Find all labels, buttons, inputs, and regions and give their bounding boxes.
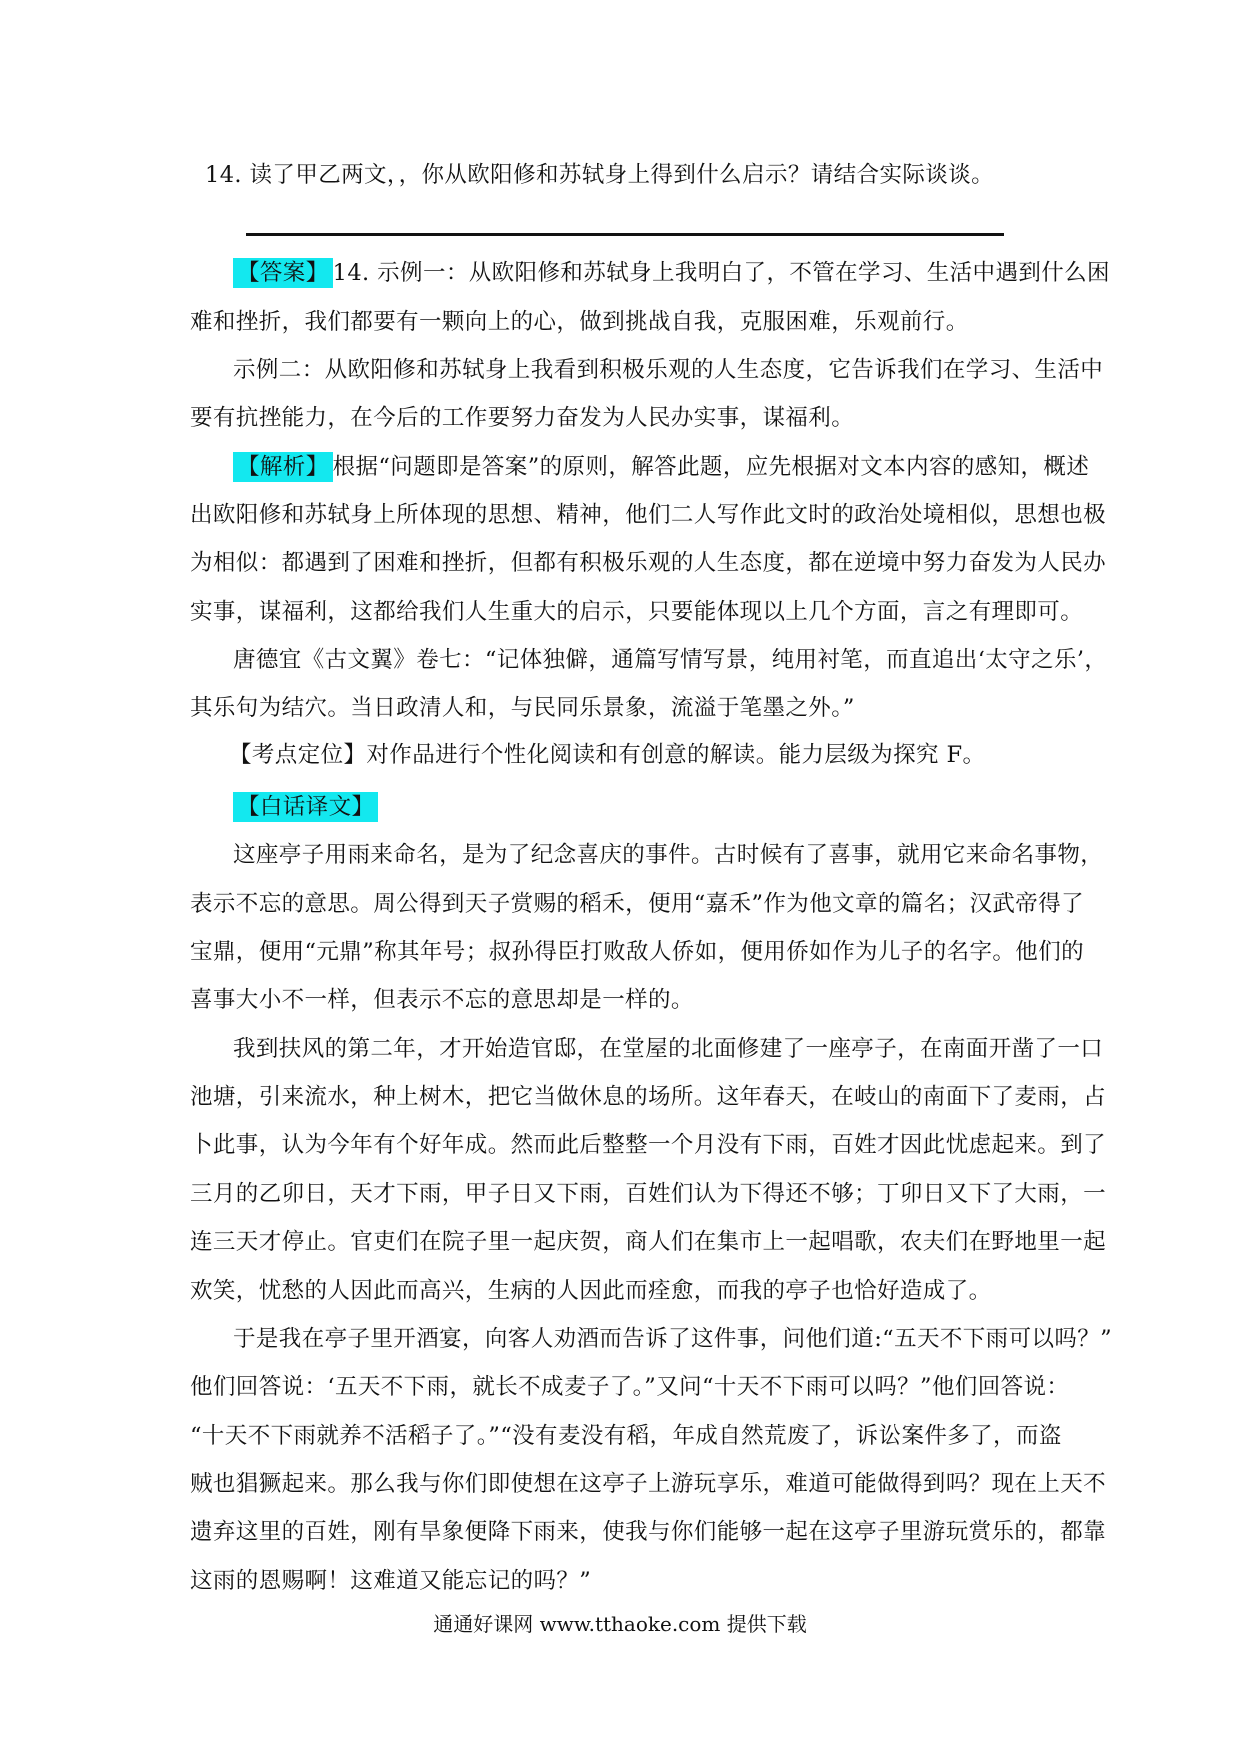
answer-blank-line bbox=[246, 233, 1004, 236]
translation-line: 表示不忘的意思。周公得到天子赏赐的稻禾，便用“嘉禾”作为他文章的篇名；汉武帝得了 bbox=[190, 891, 1085, 917]
translation-line: 我到扶风的第二年，才开始造官邸，在堂屋的北面修建了一座亭子，在南面开凿了一口 bbox=[233, 1036, 1104, 1062]
analysis-line-2: 出欧阳修和苏轼身上所体现的思想、精神，他们二人写作此文时的政治处境相似，思想也极 bbox=[190, 502, 1107, 528]
translation-line: 宝鼎，便用“元鼎”称其年号；叔孙得臣打败敌人侨如，便用侨如作为儿子的名字。他们的 bbox=[190, 939, 1085, 965]
answer-tag: 【答案】 bbox=[233, 258, 333, 288]
translation-line: 他们回答说：‘五天不下雨，就长不成麦子了。”又问“十天不下雨可以吗？”他们回答说： bbox=[190, 1374, 1070, 1400]
translation-line: 喜事大小不一样，但表示不忘的意思却是一样的。 bbox=[190, 987, 694, 1013]
translation-line: 池塘，引来流水，种上树木，把它当做休息的场所。这年春天，在岐山的南面下了麦雨，占 bbox=[190, 1084, 1107, 1110]
analysis-tag: 【解析】 bbox=[233, 452, 333, 482]
analysis-text: 根据“问题即是答案”的原则，解答此题，应先根据对文本内容的感知，概述 bbox=[332, 454, 1090, 480]
translation-line: 于是我在亭子里开酒宴，向客人劝酒而告诉了这件事，问他们道:“五天不下雨可以吗？” bbox=[233, 1326, 1113, 1352]
analysis-paragraph-line-1 bbox=[233, 454, 1090, 480]
answer-line-4: 要有抗挫能力，在今后的工作要努力奋发为人民办实事，谋福利。 bbox=[190, 405, 855, 431]
translation-tag: 【白话译文】 bbox=[233, 792, 378, 822]
analysis-line-4: 实事，谋福利，这都给我们人生重大的启示，只要能体现以上几个方面，言之有理即可。 bbox=[190, 599, 1084, 625]
translation-line: 遗弃这里的百姓，刚有旱象便降下雨来，使我与你们能够一起在这亭子里游玩赏乐的，都靠 bbox=[190, 1519, 1107, 1545]
translation-line: 三月的乙卯日，天才下雨，甲子日又下雨，百姓们认为下得还不够；丁卯日又下了大雨，一 bbox=[190, 1181, 1107, 1207]
translation-line: “十天不下雨就养不活稻子了。”“没有麦没有稻，年成自然荒废了，诉讼案件多了，而盗 bbox=[190, 1423, 1062, 1449]
exam-point-line: 【考点定位】对作品进行个性化阅读和有创意的解读。能力层级为探究 F。 bbox=[229, 742, 986, 768]
analysis-line-3: 为相似：都遇到了困难和挫折，但都有积极乐观的人生态度，都在逆境中努力奋发为人民办 bbox=[190, 550, 1107, 576]
question-text: 14. 读了甲乙两文，，你从欧阳修和苏轼身上得到什么启示？请结合实际谈谈。 bbox=[205, 162, 994, 188]
answer-text: 14. 示例一：从欧阳修和苏轼身上我明白了，不管在学习、生活中遇到什么困 bbox=[332, 260, 1110, 286]
translation-heading bbox=[233, 796, 1060, 819]
answer-line-2: 难和挫折，我们都要有一颗向上的心，做到挑战自我，克服困难，乐观前行。 bbox=[190, 309, 969, 335]
answer-line-3: 示例二：从欧阳修和苏轼身上我看到积极乐观的人生态度，它告诉我们在学习、生活中 bbox=[233, 357, 1104, 383]
translation-line: 这雨的恩赐啊！这难道又能忘记的吗？” bbox=[190, 1568, 592, 1594]
translation-line: 连三天才停止。官吏们在院子里一起庆贺，商人们在集市上一起唱歌，农夫们在野地里一起 bbox=[190, 1229, 1107, 1255]
footer-source: 通通好课网 www.tthaoke.com 提供下载 bbox=[433, 1612, 807, 1636]
translation-line: 贼也猖獗起来。那么我与你们即使想在这亭子上游玩享乐，难道可能做得到吗？现在上天不 bbox=[190, 1471, 1107, 1497]
translation-line: 欢笑，忧愁的人因此而高兴，生病的人因此而痊愈，而我的亭子也恰好造成了。 bbox=[190, 1278, 992, 1304]
translation-line: 这座亭子用雨来命名，是为了纪念喜庆的事件。古时候有了喜事，就用它来命名事物， bbox=[233, 842, 1104, 868]
analysis-line-6: 其乐句为结穴。当日政清人和，与民同乐景象，流溢于笔墨之外。” bbox=[190, 695, 855, 721]
translation-line: 卜此事，认为今年有个好年成。然而此后整整一个月没有下雨，百姓才因此忧虑起来。到了 bbox=[190, 1132, 1107, 1158]
answer-paragraph-line-1 bbox=[233, 260, 1110, 286]
analysis-line-5: 唐德宜《古文翼》卷七：“记体独僻，通篇写情写景，纯用衬笔，而直追出‘太守之乐’， bbox=[233, 647, 1108, 673]
